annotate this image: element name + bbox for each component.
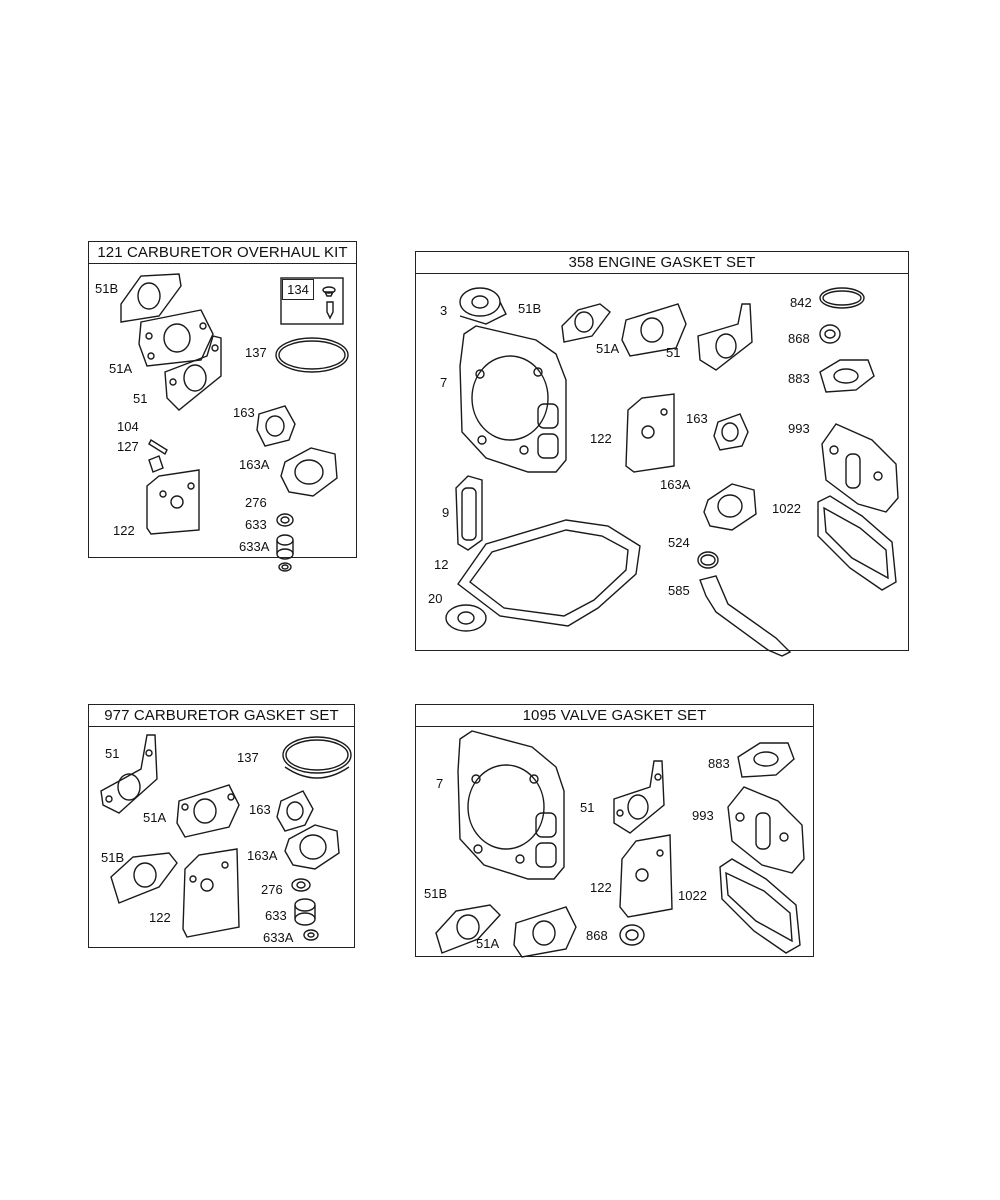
gasket-163 [714,414,748,450]
label-3: 3 [440,303,448,318]
valve-cover-gasket-993 [728,787,804,873]
label-1022: 1022 [678,888,707,903]
gasket-883 [738,743,794,777]
washer-276 [277,514,293,526]
gasket-585 [700,576,790,656]
label-20: 20 [428,591,443,606]
label-51a: 51A [476,936,500,951]
label-134: 134 [282,279,314,300]
heat-block-122 [147,470,199,534]
label-12: 12 [434,557,449,572]
label-51a: 51A [596,341,620,356]
gasket-163a [281,448,337,496]
panel-title: 977 CARBURETOR GASKET SET [89,705,354,727]
oil-seal-20 [446,605,486,631]
engine-gasket-parts-drawing [416,274,910,652]
gasket-51a [177,785,239,837]
valve-gasket-parts-drawing [416,727,815,958]
label-51b: 51B [424,886,448,901]
gasket-51 [614,761,664,833]
gasket-883 [820,360,874,392]
oil-seal-3 [460,288,500,316]
label-122: 122 [113,523,135,538]
label-51: 51 [105,746,120,761]
label-1022: 1022 [772,501,801,516]
label-7: 7 [436,776,444,791]
ring-633a [279,563,291,571]
label-51b: 51B [518,301,542,316]
gasket-51a-hole [164,324,190,352]
label-883: 883 [788,371,810,386]
gasket-163 [277,791,313,831]
washer-276 [292,879,310,891]
gasket-51b [562,304,610,342]
heat-block-122 [626,394,674,472]
panel-title: 358 ENGINE GASKET SET [416,252,908,274]
label-122: 122 [590,431,612,446]
label-51: 51 [580,800,595,815]
gasket-163a [285,825,339,869]
label-276: 276 [245,495,267,510]
label-883: 883 [708,756,730,771]
ring-633a [304,930,318,940]
label-51a: 51A [109,361,133,376]
o-ring-137 [276,338,348,372]
gasket-51-hole [184,365,206,391]
label-633: 633 [265,908,287,923]
label-868: 868 [586,928,608,943]
label-276: 276 [261,882,283,897]
label-163a: 163A [660,477,691,492]
gasket-51b [121,274,181,322]
gasket-163a [704,484,756,530]
label-122: 122 [149,910,171,925]
gasket-163 [257,406,295,446]
seal-868 [820,325,840,343]
head-gasket-7 [460,326,566,472]
gasket-51 [698,304,752,370]
carb-gasket-parts-drawing [89,727,356,949]
overhaul-kit-parts-drawing [89,264,358,559]
label-868: 868 [788,331,810,346]
label-524: 524 [668,535,690,550]
label-51b: 51B [101,850,125,865]
seal-868 [620,925,644,945]
gasket-51b-hole [138,283,160,309]
label-127: 127 [117,439,139,454]
label-51: 51 [133,391,148,406]
panel-title: 1095 VALVE GASKET SET [416,705,813,727]
label-633a: 633A [263,930,294,945]
part-127 [149,456,163,472]
engine-gasket-set-panel [415,251,909,651]
label-163a: 163A [239,457,270,472]
label-137: 137 [237,750,259,765]
carburetor-gasket-set-panel [88,704,355,948]
label-585: 585 [668,583,690,598]
carburetor-overhaul-kit-panel [88,241,357,558]
bushing-633 [295,899,315,911]
label-163: 163 [233,405,255,420]
needle-valve-134 [327,302,333,318]
label-993: 993 [692,808,714,823]
label-137: 137 [245,345,267,360]
base-gasket-12 [458,520,640,626]
label-842: 842 [790,295,812,310]
valve-gasket-set-panel [415,704,814,957]
label-51a: 51A [143,810,167,825]
label-163a: 163A [247,848,278,863]
label-51: 51 [666,345,681,360]
label-7: 7 [440,375,448,390]
label-993: 993 [788,421,810,436]
label-51b: 51B [95,281,119,296]
heat-block-122 [620,835,672,917]
gasket-9 [456,476,482,550]
pin-104 [149,440,167,454]
head-gasket-7 [458,731,564,879]
o-ring-137 [283,737,351,773]
bushing-633 [277,535,293,545]
heat-block-122 [183,849,239,937]
label-633: 633 [245,517,267,532]
label-9: 9 [442,505,450,520]
label-122: 122 [590,880,612,895]
panel-title: 121 CARBURETOR OVERHAUL KIT [89,242,356,264]
label-163: 163 [249,802,271,817]
label-104: 104 [117,419,139,434]
label-163: 163 [686,411,708,426]
gasket-51a [514,907,576,957]
label-633a: 633A [239,539,270,554]
